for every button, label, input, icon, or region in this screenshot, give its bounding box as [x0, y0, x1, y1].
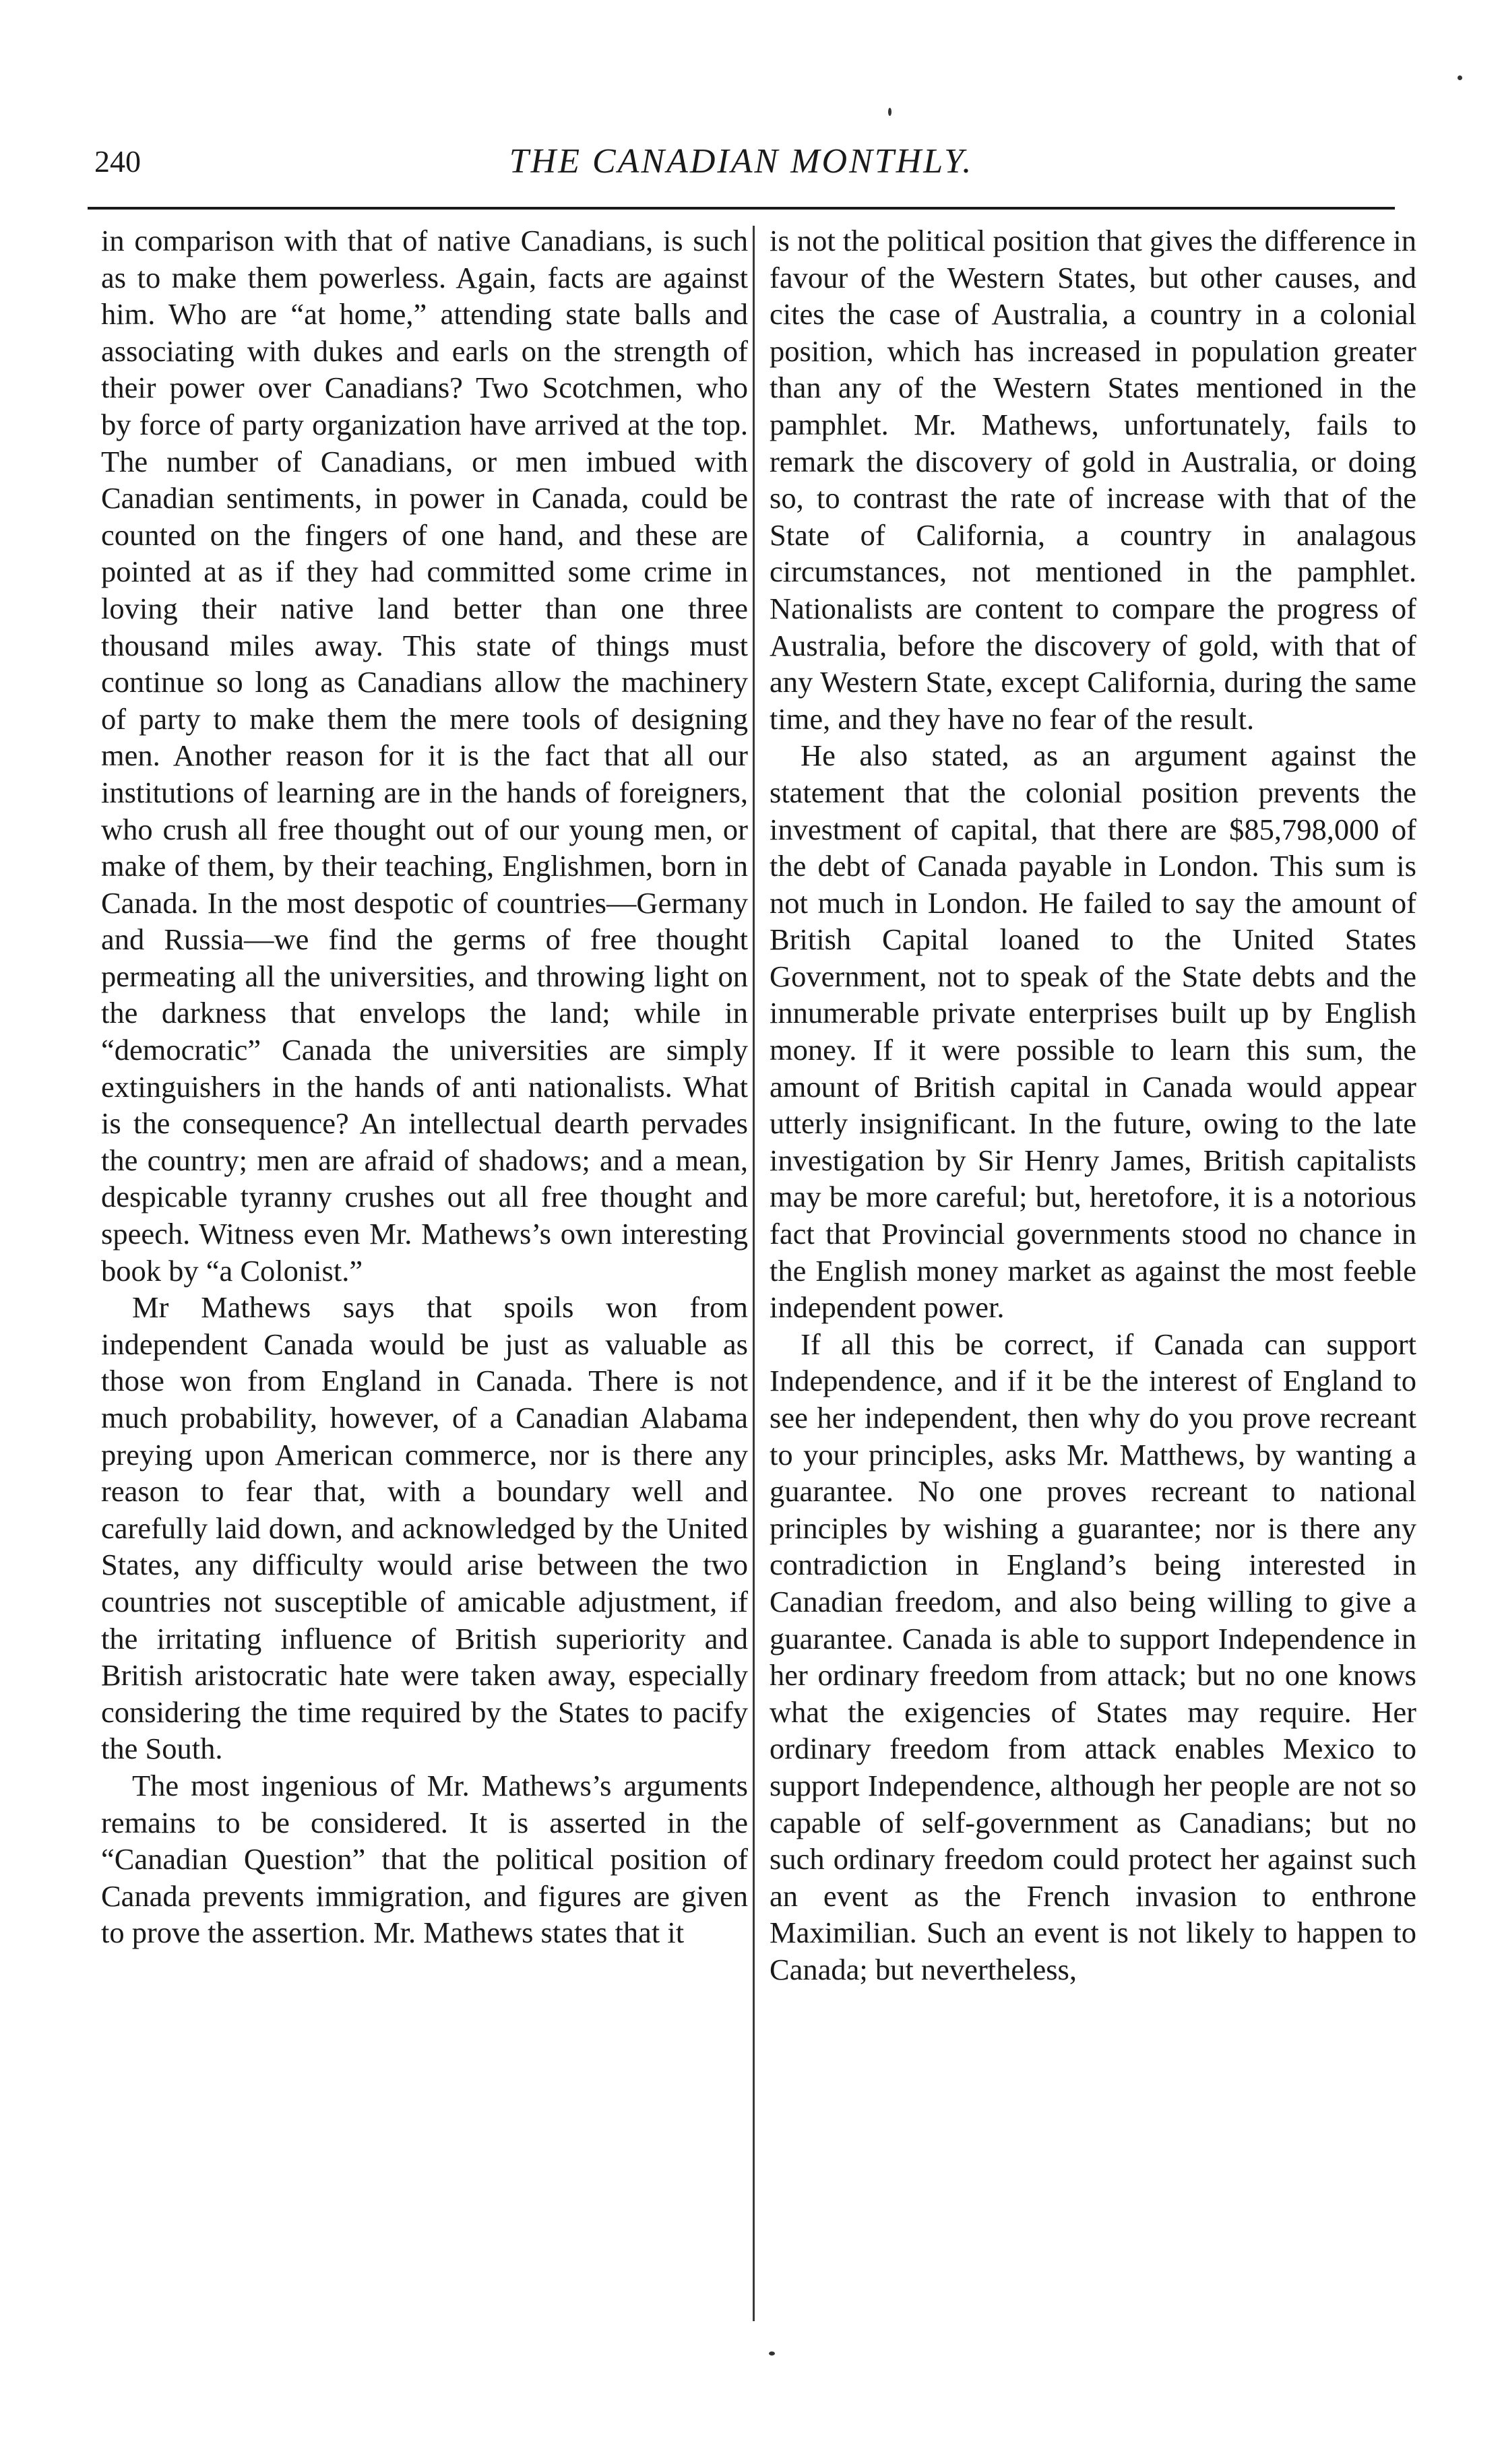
paragraph: in comparison with that of native Canadians, is such as to make them powerless. Again, facts are against him. Who are “at home,” attending state balls and associating with dukes and earls on the strength of their power over Canadians? Two Scotchmen, who by force of party organization have arrived at the top. The number of Canadians, or men imbued with Canadian sentiments, in power in Canada, could be counted on the fingers of one hand, and these are pointed at as if they had committed some crime in loving their native land better than one three thousand miles away. This state of things must continue so long as Canadians allow the machinery of party to make them the mere tools of designing men. Another reason for it is the fact that all our institutions of learning are in the hands of foreigners, who crush all free thought out of our young men, or make of them, by their teaching, Englishmen, born in Canada. In the most despotic of countries—Germany and Russia—we find the germs of free thought permeating all the universities, and throwing light on the darkness that envelops the land; while in “democratic” Canada the universities are simply extinguishers in the hands of anti nationalists. What is the consequence? An intellectual dearth pervades the country; men are afraid of shadows; and a mean, despicable tyranny crushes out all free thought and speech. Witness even Mr. Mathews’s own interesting book by “a Colonist.”	[101, 224, 748, 1288]
paragraph: He also stated, as an argument against the statement that the colonial position prevents the investment of capital, that there are $85,798,000 of the debt of Canada payable in London. This sum is not much in London. He failed to say the amount of British Capital loaned to the United States Government, not to speak of the State debts and the innumerable private enterprises built up by English money. If it were possible to learn this sum, the amount of British capital in Canada would appear utterly insignificant. In the future, owing to the late investigation by Sir Henry James, British capitalists may be more careful; but, heretofore, it is a notorious fact that Provincial governments stood no chance in the English money market as against the most feeble independent power.	[770, 738, 1416, 1325]
paragraph: Mr Mathews says that spoils won from independent Canada would be just as valuable as those won from England in Canada. There is not much probability, however, of a Canadian Alabama preying upon American commerce, nor is there any reason to fear that, with a boundary well and carefully laid down, and acknowledged by the United States, any difficulty would arise between the two countries not susceptible of amicable adjustment, if the irritating influence of British superiority and British aristocratic hate were taken away, especially considering the time required by the States to pacify the South.	[101, 1290, 748, 1766]
print-speck	[769, 2351, 775, 2356]
page-header	[88, 141, 1395, 195]
column-divider	[753, 226, 755, 2321]
running-head: THE CANADIAN MONTHLY.	[509, 142, 974, 181]
paragraph: If all this be correct, if Canada can support Independence, and if it be the interest of England to see her independent, then why do you prove recreant to your principles, asks Mr. Matthews, by wanting a guarantee. No one proves recreant to national principles by wishing a guarantee; nor is there any contradiction in England’s being interested in Canadian freedom, and also being willing to give a guarantee. Canada is able to support Independence in her ordinary freedom from attack; but no one knows what the exigencies of States may require. Her ordinary freedom from attack enables Mexico to support Independence, although her people are not so capable of self-government as Canadians; but no such ordinary freedom could protect her against such an event as the French invasion to enthrone Maximilian. Such an event is not likely to happen to Canada; but nevertheless,	[770, 1327, 1416, 1986]
print-speck	[888, 108, 891, 116]
page-number: 240	[94, 144, 141, 179]
header-rule	[88, 207, 1395, 210]
print-speck	[1458, 75, 1462, 80]
left-column	[101, 222, 748, 1951]
paragraph: The most ingenious of Mr. Mathews’s arguments remains to be considered. It is asserted in the “Canadian Question” that the political position of Canada prevents immigration, and figures are given to prove the assertion. Mr. Mathews states that it	[101, 1768, 748, 1950]
right-column	[770, 222, 1416, 1988]
paragraph: is not the political position that gives the difference in favour of the Western States, but other causes, and cites the case of Australia, a country in a colonial position, which has increased in population greater than any of the Western States mentioned in the pamphlet. Mr. Mathews, unfortunately, fails to remark the discovery of gold in Australia, or doing so, to contrast the rate of increase with that of the State of California, a country in analagous circumstances, not mentioned in the pamphlet. Nationalists are content to compare the progress of Australia, before the discovery of gold, with that of any Western State, except California, during the same time, and they have no fear of the result.	[770, 224, 1416, 736]
